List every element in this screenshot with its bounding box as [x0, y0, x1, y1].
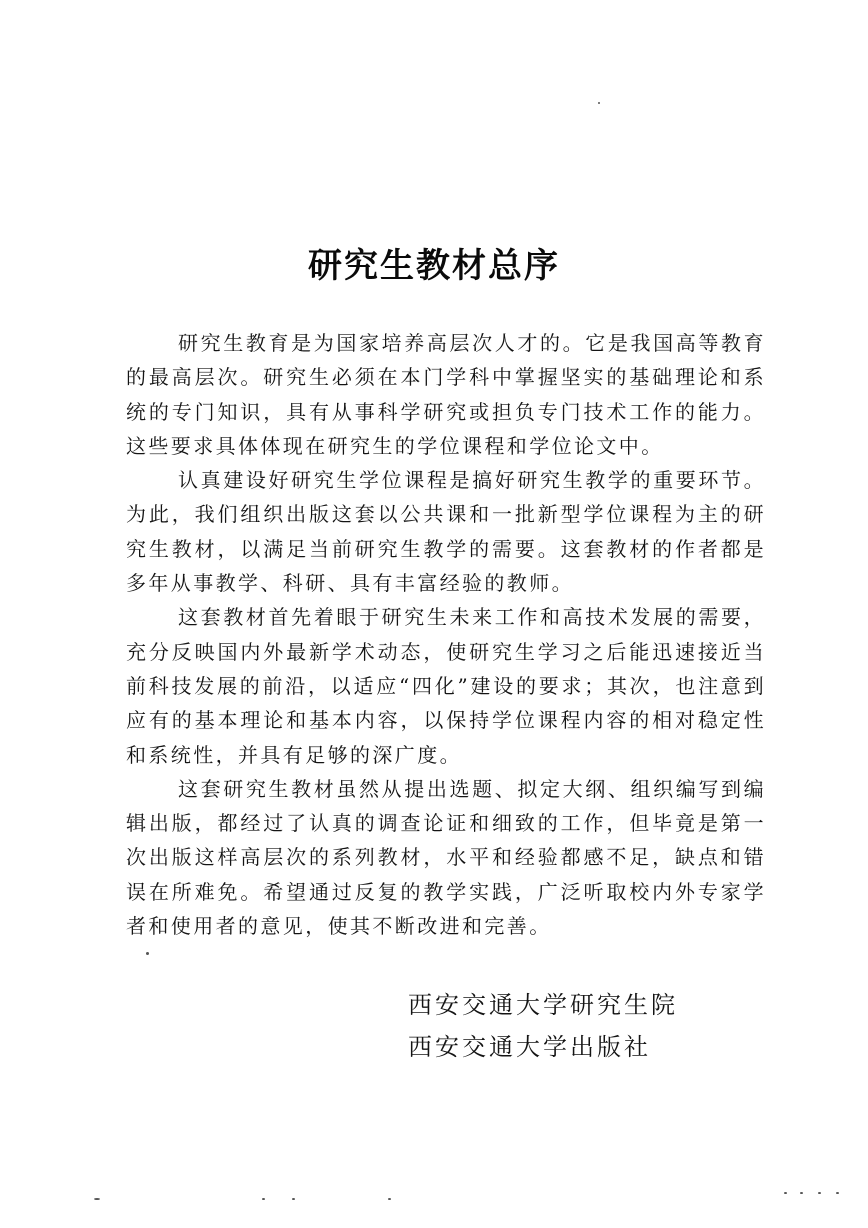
preface-body	[126, 326, 766, 943]
scan-speck	[784, 1192, 787, 1194]
paragraph-2: 认真建设好研究生学位课程是搞好研究生教学的重要环节。为此，我们组织出版这套以公共课和一批新型学位课程为主的研究生教材，以满足当前研究生教学的需要。这套教材的作者都是多年从事教学、科研、具有丰富经验的教师。	[126, 468, 766, 596]
paragraph-4: 这套研究生教材虽然从提出选题、拟定大纲、组织编写到编辑出版，都经过了认真的调查论证和细致的工作，但毕竟是第一次出版这样高层次的系列教材，水平和经验都感不足，缺点和错误在所难免。希望通过反复的教学实践，广泛听取校内外专家学者和使用者的意见，使其不断改进和完善。	[126, 776, 766, 939]
scan-speck	[818, 1192, 821, 1194]
page-title: 研究生教材总序	[308, 246, 560, 286]
scan-speck	[836, 1192, 839, 1194]
scan-speck	[388, 1198, 391, 1200]
signature-graduate-school: 西安交通大学研究生院	[408, 991, 678, 1019]
scan-speck	[94, 1198, 100, 1200]
scan-speck	[598, 102, 600, 104]
scan-speck	[262, 1198, 265, 1200]
signature-publisher: 西安交通大学出版社	[408, 1033, 651, 1061]
paragraph-1: 研究生教育是为国家培养高层次人才的。它是我国高等教育的最高层次。研究生必须在本门学科中掌握坚实的基础理论和系统的专门知识，具有从事科学研究或担负专门技术工作的能力。这些要求具体体现在研究生的学位课程和学位论文中。	[126, 331, 766, 458]
scan-speck	[146, 952, 149, 955]
paragraph-3: 这套教材首先着眼于研究生未来工作和高技术发展的需要，充分反映国内外最新学术动态，使研究生学习之后能迅速接近当前科技发展的前沿，以适应“四化”建设的要求；其次，也注意到应有的基本理论和基本内容，以保持学位课程内容的相对稳定性和系统性，并具有足够的深广度。	[126, 605, 766, 767]
scan-speck	[800, 1192, 803, 1194]
scan-speck	[292, 1198, 295, 1200]
signature-block	[408, 984, 768, 1068]
